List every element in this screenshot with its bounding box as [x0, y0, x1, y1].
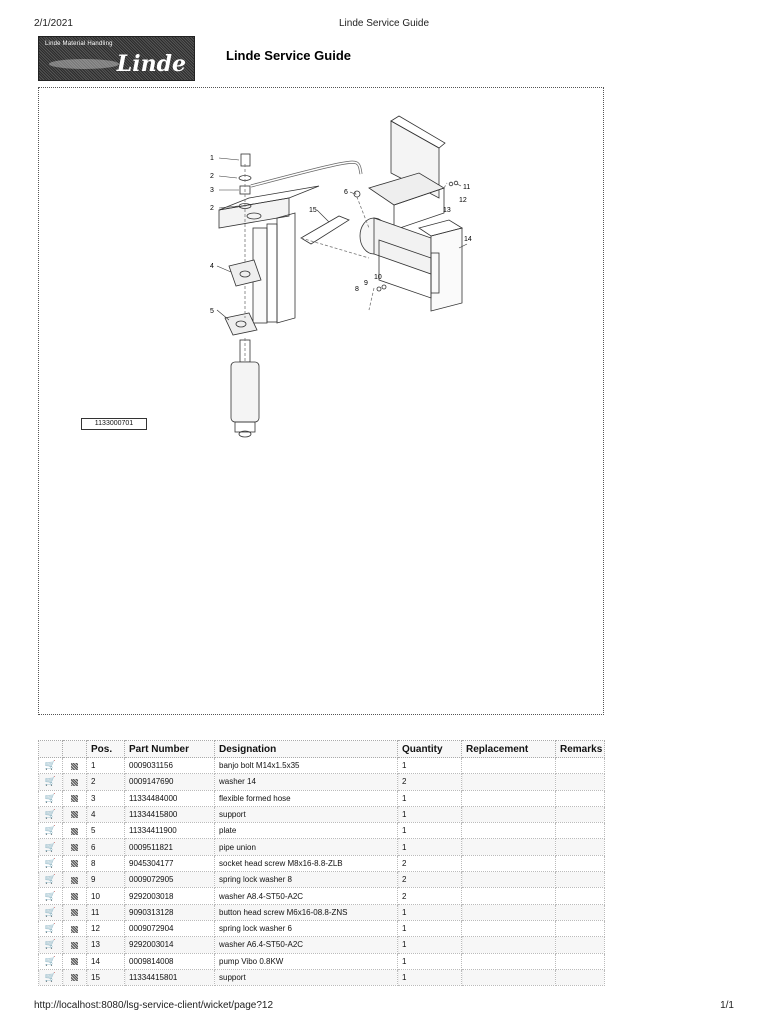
cell-replacement — [462, 904, 556, 920]
header-remarks: Remarks — [556, 741, 605, 758]
callout-1: 1 — [210, 155, 214, 162]
cart-icon[interactable]: 🛒 — [44, 760, 57, 771]
cart-cell[interactable] — [39, 855, 63, 871]
part-image-icon[interactable] — [71, 828, 78, 835]
cell-pos: 15 — [87, 969, 125, 985]
support-frame — [219, 186, 349, 335]
header-part-number: Part Number — [125, 741, 215, 758]
table-row — [39, 904, 605, 920]
cell-designation: button head screw M6x16-08.8-ZNS — [215, 904, 398, 920]
callout-14: 14 — [464, 236, 472, 243]
cell-part-number: 9292003018 — [125, 888, 215, 904]
cell-part-number: 11334415801 — [125, 969, 215, 985]
cell-part-number: 9292003014 — [125, 937, 215, 953]
linde-logo — [38, 36, 195, 81]
cell-quantity: 1 — [398, 953, 462, 969]
cart-cell[interactable] — [39, 953, 63, 969]
cart-icon[interactable]: 🛒 — [44, 972, 57, 982]
callout-11: 11 — [463, 184, 471, 191]
cart-icon[interactable]: 🛒 — [44, 792, 57, 803]
image-cell[interactable] — [63, 953, 87, 969]
cell-pos: 3 — [87, 790, 125, 806]
cell-designation: washer 14 — [215, 774, 398, 790]
cell-replacement — [462, 937, 556, 953]
cell-quantity: 2 — [398, 774, 462, 790]
callout-10: 10 — [374, 274, 382, 281]
cell-remarks — [556, 888, 605, 904]
cart-cell[interactable] — [39, 823, 63, 839]
table-row — [39, 920, 605, 936]
callout-12: 12 — [459, 197, 467, 204]
cart-icon[interactable]: 🛒 — [44, 906, 57, 917]
exploded-diagram — [38, 87, 604, 715]
cell-part-number: 11334411900 — [125, 823, 215, 839]
cart-cell[interactable] — [39, 888, 63, 904]
part-image-icon[interactable] — [71, 877, 78, 884]
header-quantity: Quantity — [398, 741, 462, 758]
parts-table — [38, 740, 605, 986]
page-title: Linde Service Guide — [226, 48, 351, 63]
cell-designation: spring lock washer 8 — [215, 872, 398, 888]
cell-replacement — [462, 806, 556, 822]
cart-cell[interactable] — [39, 806, 63, 822]
cell-quantity: 2 — [398, 872, 462, 888]
print-date: 2/1/2021 — [34, 18, 73, 29]
cell-designation: flexible formed hose — [215, 790, 398, 806]
table-row — [39, 953, 605, 969]
part-image-icon[interactable] — [71, 909, 78, 916]
header-image — [63, 741, 87, 758]
cell-remarks — [556, 823, 605, 839]
cell-designation: support — [215, 806, 398, 822]
table-row — [39, 774, 605, 790]
cell-pos: 14 — [87, 953, 125, 969]
cell-quantity: 1 — [398, 823, 462, 839]
cell-replacement — [462, 790, 556, 806]
cell-quantity: 1 — [398, 904, 462, 920]
cart-icon[interactable]: 🛒 — [44, 923, 57, 934]
cart-cell[interactable] — [39, 904, 63, 920]
callout-9: 9 — [364, 280, 368, 287]
cell-quantity: 2 — [398, 855, 462, 871]
image-cell[interactable] — [63, 823, 87, 839]
cell-pos: 9 — [87, 872, 125, 888]
cell-pos: 11 — [87, 904, 125, 920]
cell-pos: 13 — [87, 937, 125, 953]
cart-cell[interactable] — [39, 758, 63, 774]
cart-icon[interactable]: 🛒 — [44, 890, 57, 901]
cell-replacement — [462, 758, 556, 774]
header-replacement: Replacement — [462, 741, 556, 758]
image-cell[interactable] — [63, 839, 87, 855]
image-cell[interactable] — [63, 855, 87, 871]
cell-replacement — [462, 953, 556, 969]
cell-remarks — [556, 806, 605, 822]
cell-part-number: 0009072904 — [125, 920, 215, 936]
cell-pos: 5 — [87, 823, 125, 839]
table-row — [39, 806, 605, 822]
diagram-drawing — [39, 88, 605, 716]
callout-3: 3 — [210, 187, 214, 194]
table-row — [39, 969, 605, 985]
image-cell[interactable] — [63, 888, 87, 904]
cell-designation: pump Vibo 0.8KW — [215, 953, 398, 969]
cell-part-number: 0009072905 — [125, 872, 215, 888]
cart-cell[interactable] — [39, 937, 63, 953]
part-image-icon[interactable] — [71, 958, 78, 965]
cell-designation: support — [215, 969, 398, 985]
cell-remarks — [556, 969, 605, 985]
cell-remarks — [556, 839, 605, 855]
header-cart — [39, 741, 63, 758]
cart-icon[interactable]: 🛒 — [44, 857, 57, 868]
cell-part-number: 11334484000 — [125, 790, 215, 806]
cell-remarks — [556, 904, 605, 920]
cart-cell[interactable] — [39, 790, 63, 806]
callout-13: 13 — [443, 207, 451, 214]
print-page-number: 1/1 — [720, 1000, 734, 1011]
cell-replacement — [462, 872, 556, 888]
cell-replacement — [462, 855, 556, 871]
image-cell[interactable] — [63, 774, 87, 790]
cell-replacement — [462, 839, 556, 855]
cell-replacement — [462, 888, 556, 904]
part-image-icon[interactable] — [71, 844, 78, 851]
cell-remarks — [556, 937, 605, 953]
cart-icon[interactable]: 🛒 — [44, 955, 57, 966]
cell-part-number: 9045304177 — [125, 855, 215, 871]
cell-quantity: 1 — [398, 839, 462, 855]
cart-cell[interactable] — [39, 969, 63, 985]
cell-remarks — [556, 872, 605, 888]
part-image-icon[interactable] — [71, 779, 78, 786]
cell-remarks — [556, 758, 605, 774]
cell-designation: banjo bolt M14x1.5x35 — [215, 758, 398, 774]
callout-4: 4 — [210, 263, 214, 270]
cell-pos: 4 — [87, 806, 125, 822]
logo-brand: Linde — [116, 51, 186, 77]
callout-5: 5 — [210, 308, 214, 315]
cart-cell[interactable] — [39, 839, 63, 855]
cell-quantity: 1 — [398, 758, 462, 774]
drawing-id-label: 1133000701 — [81, 418, 147, 430]
table-row — [39, 790, 605, 806]
cell-pos: 1 — [87, 758, 125, 774]
cart-icon[interactable]: 🛒 — [44, 809, 57, 820]
cell-quantity: 1 — [398, 790, 462, 806]
cell-replacement — [462, 969, 556, 985]
cart-cell[interactable] — [39, 920, 63, 936]
part-image-icon[interactable] — [71, 763, 78, 770]
cell-designation: socket head screw M8x16-8.8-ZLB — [215, 855, 398, 871]
print-url: http://localhost:8080/lsg-service-client/wicket/page?12 — [34, 1000, 274, 1011]
parts-table-body — [39, 758, 605, 986]
part-image-icon[interactable] — [71, 811, 78, 818]
cell-designation: washer A6.4-ST50-A2C — [215, 937, 398, 953]
table-row — [39, 872, 605, 888]
cell-designation: spring lock washer 6 — [215, 920, 398, 936]
cell-pos: 2 — [87, 774, 125, 790]
cell-pos: 10 — [87, 888, 125, 904]
cell-remarks — [556, 855, 605, 871]
image-cell[interactable] — [63, 790, 87, 806]
cart-icon[interactable]: 🛒 — [44, 825, 57, 836]
cell-part-number: 0009031156 — [125, 758, 215, 774]
cell-replacement — [462, 774, 556, 790]
cart-cell[interactable] — [39, 774, 63, 790]
part-image-icon[interactable] — [71, 942, 78, 949]
cell-remarks — [556, 774, 605, 790]
cell-quantity: 1 — [398, 969, 462, 985]
cell-part-number: 11334415800 — [125, 806, 215, 822]
callout-2b: 2 — [210, 205, 214, 212]
table-row — [39, 839, 605, 855]
cart-icon[interactable]: 🛒 — [44, 776, 57, 787]
callout-15: 15 — [309, 207, 317, 214]
cart-icon[interactable]: 🛒 — [44, 939, 57, 950]
cell-remarks — [556, 953, 605, 969]
image-cell[interactable] — [63, 872, 87, 888]
cell-pos: 6 — [87, 839, 125, 855]
header-designation: Designation — [215, 741, 398, 758]
cell-replacement — [462, 823, 556, 839]
image-cell[interactable] — [63, 969, 87, 985]
cell-part-number: 0009147690 — [125, 774, 215, 790]
table-row — [39, 888, 605, 904]
image-cell[interactable] — [63, 806, 87, 822]
cell-remarks — [556, 790, 605, 806]
table-row — [39, 855, 605, 871]
table-row — [39, 823, 605, 839]
callout-8: 8 — [355, 286, 359, 293]
table-row — [39, 758, 605, 774]
cell-pos: 8 — [87, 855, 125, 871]
callout-6: 6 — [344, 189, 348, 196]
cart-icon[interactable]: 🛒 — [44, 874, 57, 885]
table-header-row — [39, 741, 605, 758]
table-row — [39, 937, 605, 953]
cell-remarks — [556, 920, 605, 936]
cart-cell[interactable] — [39, 872, 63, 888]
print-title: Linde Service Guide — [338, 18, 430, 29]
image-cell[interactable] — [63, 937, 87, 953]
cell-part-number: 0009511821 — [125, 839, 215, 855]
part-image-icon[interactable] — [71, 860, 78, 867]
part-image-icon[interactable] — [71, 926, 78, 933]
cell-part-number: 0009814008 — [125, 953, 215, 969]
cell-quantity: 1 — [398, 806, 462, 822]
part-image-icon[interactable] — [71, 795, 78, 802]
image-cell[interactable] — [63, 904, 87, 920]
logo-tagline: Linde Material Handling — [45, 41, 113, 47]
cell-pos: 12 — [87, 920, 125, 936]
print-header — [34, 18, 734, 32]
cart-icon[interactable]: 🛒 — [44, 841, 57, 852]
logo-swoosh — [49, 59, 119, 69]
cell-quantity: 1 — [398, 920, 462, 936]
cell-quantity: 1 — [398, 937, 462, 953]
cell-designation: plate — [215, 823, 398, 839]
cell-designation: washer A8.4-ST50-A2C — [215, 888, 398, 904]
cell-replacement — [462, 920, 556, 936]
part-image-icon[interactable] — [71, 974, 78, 981]
cell-designation: pipe union — [215, 839, 398, 855]
image-cell[interactable] — [63, 758, 87, 774]
image-cell[interactable] — [63, 920, 87, 936]
part-image-icon[interactable] — [71, 893, 78, 900]
callout-2a: 2 — [210, 173, 214, 180]
header-pos: Pos. — [87, 741, 125, 758]
cell-part-number: 9090313128 — [125, 904, 215, 920]
cell-quantity: 2 — [398, 888, 462, 904]
